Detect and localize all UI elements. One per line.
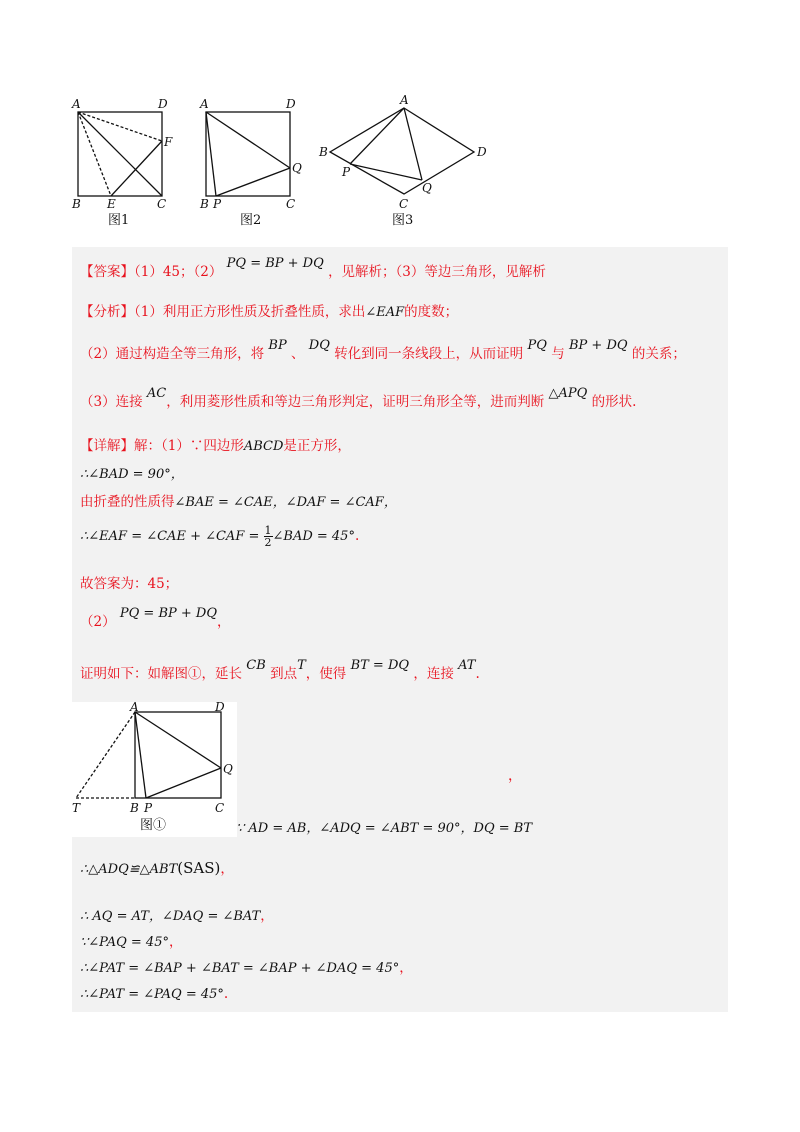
- proof-paq45: ∵∠PAQ = 45°: [80, 935, 169, 950]
- detail-text-7a: 证明如下：如解图①，延长: [80, 666, 242, 682]
- proof-line-6: [80, 985, 228, 1004]
- fig3-rhombus: [330, 108, 474, 194]
- proof-line-2: [80, 859, 234, 879]
- analysis-line-2: [80, 338, 686, 364]
- fig4-line-aq: [135, 712, 221, 768]
- proof-line-1: [236, 819, 532, 838]
- proof-given: ∵ AD = AB，∠ADQ = ∠ABT = 90°，DQ = BT: [236, 821, 532, 836]
- detail-text-7c: ，使得: [305, 666, 347, 682]
- fig4-label-c: C: [215, 801, 225, 815]
- fig1-dashed-ae: [78, 112, 111, 196]
- analysis-math-eaf: ∠EAF: [365, 305, 405, 320]
- analysis-math-dq: DQ: [308, 338, 330, 353]
- detail-text-7b: 到点: [270, 666, 298, 682]
- detail-line-6: [80, 606, 231, 632]
- fig1-label-e: E: [107, 197, 116, 211]
- fig1-label-f: F: [164, 135, 173, 149]
- analysis-text-3c: 的形状.: [591, 394, 637, 410]
- fig3-line-aq: [404, 108, 422, 180]
- detail-line-5: [80, 575, 178, 593]
- fig2-label-q: Q: [292, 161, 302, 175]
- analysis-tag: 【分析】: [80, 304, 134, 320]
- proof-comma-3: ，: [260, 908, 274, 924]
- fig2-line-pq: [216, 168, 290, 196]
- proof-congruence: ∴△ADQ≌△ABT: [80, 862, 178, 877]
- detail-text-3a: 由折叠的性质得: [80, 494, 175, 510]
- fig1-label-b: B: [72, 197, 81, 211]
- detail-answer-45: 故答案为：45；: [80, 576, 179, 592]
- analysis-line-3: [80, 386, 637, 412]
- analysis-line-1: [80, 303, 458, 322]
- proof-line-4: [80, 933, 182, 952]
- fraction-numerator: 1: [264, 524, 272, 537]
- detail-text-7e: .: [475, 666, 480, 682]
- fig2-label-b: B: [200, 197, 209, 211]
- proof-pat-paq: ∴∠PAT = ∠PAQ = 45°: [80, 987, 224, 1002]
- figures-svg: [60, 88, 520, 238]
- fig1-label-a: A: [72, 97, 81, 111]
- analysis-math-ac: AC: [146, 386, 167, 401]
- fig3-label-b: B: [319, 145, 328, 159]
- analysis-math-bp: BP: [268, 338, 287, 353]
- proof-comma-2: ，: [220, 861, 234, 877]
- proof-comma-5: ，: [399, 960, 413, 976]
- detail-math-eaf-sum: ∴∠EAF = ∠CAE + ∠CAF =: [80, 529, 264, 544]
- detail-line-2: [80, 465, 184, 484]
- fig4-label-t: T: [72, 801, 81, 815]
- proof-period-6: .: [223, 986, 229, 1002]
- fig4-label-a: A: [130, 702, 139, 714]
- analysis-text-1b: 的度数；: [404, 304, 459, 320]
- detail-text-6a: （2）: [80, 614, 116, 630]
- proof-pat-sum: ∴∠PAT = ∠BAP + ∠BAT = ∠BAP + ∠DAQ = 45°: [80, 961, 400, 976]
- fig4-line-ap: [135, 712, 146, 798]
- fig1-label-c: C: [157, 197, 167, 211]
- fig2-label-p: P: [213, 197, 222, 211]
- detail-math-abcd: ABCD: [243, 439, 284, 454]
- detail-math-t: T: [297, 658, 306, 673]
- answer-part2: ，见解析；（3）等边三角形，见解析: [328, 264, 546, 280]
- analysis-sep: 、: [291, 346, 305, 362]
- fig4-label-d: D: [215, 702, 225, 714]
- fig2-line-ap: [206, 112, 216, 196]
- analysis-text-1a: （1）利用正方形性质及折叠性质，求出: [134, 304, 366, 320]
- fig1-caption: 图1: [108, 213, 130, 228]
- analysis-math-pq: PQ: [527, 338, 547, 353]
- stray-comma: ，: [508, 768, 522, 784]
- analysis-text-2c: 与: [551, 346, 565, 362]
- answer-tag: 【答案】: [80, 264, 134, 280]
- figure-3-drawing: [330, 108, 474, 194]
- fig3-label-c: C: [399, 197, 409, 211]
- proof-line-5: [80, 959, 413, 978]
- fig4-label-p: P: [144, 801, 153, 815]
- analysis-text-3b: ，利用菱形性质和等边三角形判定，证明三角形全等，进而判断: [166, 394, 545, 410]
- detail-line-7: [80, 658, 480, 684]
- fig1-label-d: D: [158, 97, 168, 111]
- figure-2-drawing: [206, 112, 290, 196]
- analysis-math-apq: △APQ: [548, 386, 588, 401]
- answer-line: [80, 256, 546, 282]
- fig4-label-b: B: [130, 801, 139, 815]
- detail-line-3: [80, 493, 397, 512]
- detail-math-pq-eq: PQ = BP + DQ: [119, 606, 217, 621]
- detail-text-6b: ，: [217, 614, 231, 630]
- fig3-label-d: D: [477, 145, 487, 159]
- figure-1-drawing: [78, 112, 162, 196]
- analysis-text-2a: （2）通过构造全等三角形，将: [80, 346, 265, 362]
- analysis-text-2d: 的关系；: [631, 346, 686, 362]
- detail-fraction: [264, 525, 273, 548]
- fig4-caption: 图①: [140, 818, 167, 833]
- fig2-label-d: D: [286, 97, 296, 111]
- fig1-dashed-af: [78, 112, 162, 141]
- detail-math-bt-dq: BT = DQ: [350, 658, 410, 673]
- problem-figures: [60, 88, 520, 238]
- solution-figure-svg: [72, 702, 237, 837]
- detail-math-at: AT: [458, 658, 476, 673]
- fig3-label-a: A: [400, 93, 409, 107]
- fraction-denominator: 2: [264, 536, 272, 549]
- analysis-text-3a: （3）连接: [80, 394, 143, 410]
- solution-figure: [72, 702, 237, 837]
- solution-block: [72, 247, 728, 1012]
- fig2-label-c: C: [286, 197, 296, 211]
- fig4-label-q: Q: [223, 762, 233, 776]
- analysis-math-bpdq: BP + DQ: [568, 338, 628, 353]
- analysis-text-2b: 转化到同一条线段上，从而证明: [334, 346, 524, 362]
- fig4-dashed-at: [76, 712, 135, 798]
- detail-text-1b: 是正方形，: [283, 438, 351, 454]
- answer-part1: （1）45；（2）: [134, 264, 223, 280]
- fig2-label-a: A: [200, 97, 209, 111]
- fig3-label-p: P: [342, 165, 351, 179]
- detail-text-7d: ，连接: [413, 666, 454, 682]
- detail-line-4: [80, 525, 359, 548]
- detail-math-cb: CB: [246, 658, 266, 673]
- fig2-line-aq: [206, 112, 290, 168]
- detail-period-4: .: [354, 528, 360, 544]
- detail-math-bad-half: ∠BAD = 45°: [272, 529, 355, 544]
- fig3-caption: 图3: [392, 213, 414, 228]
- detail-tag: 【详解】: [80, 438, 134, 454]
- proof-sas: (SAS): [177, 859, 221, 877]
- detail-text-1a: 解：（1）∵四边形: [134, 438, 244, 454]
- fig2-caption: 图2: [240, 213, 262, 228]
- fig3-label-q: Q: [422, 181, 432, 195]
- detail-math-bad90: ∴∠BAD = 90°，: [80, 467, 184, 482]
- fig3-line-pq: [350, 164, 422, 180]
- answer-formula: PQ = BP + DQ: [226, 256, 324, 271]
- fig4-line-pq: [146, 768, 221, 798]
- proof-line-3: [80, 907, 274, 926]
- proof-aq-at: ∴ AQ = AT，∠DAQ = ∠BAT: [80, 909, 261, 924]
- proof-comma-4: ，: [168, 934, 183, 950]
- detail-line-1: [80, 437, 351, 456]
- detail-math-fold: ∠BAE = ∠CAE，∠DAF = ∠CAF，: [174, 495, 397, 510]
